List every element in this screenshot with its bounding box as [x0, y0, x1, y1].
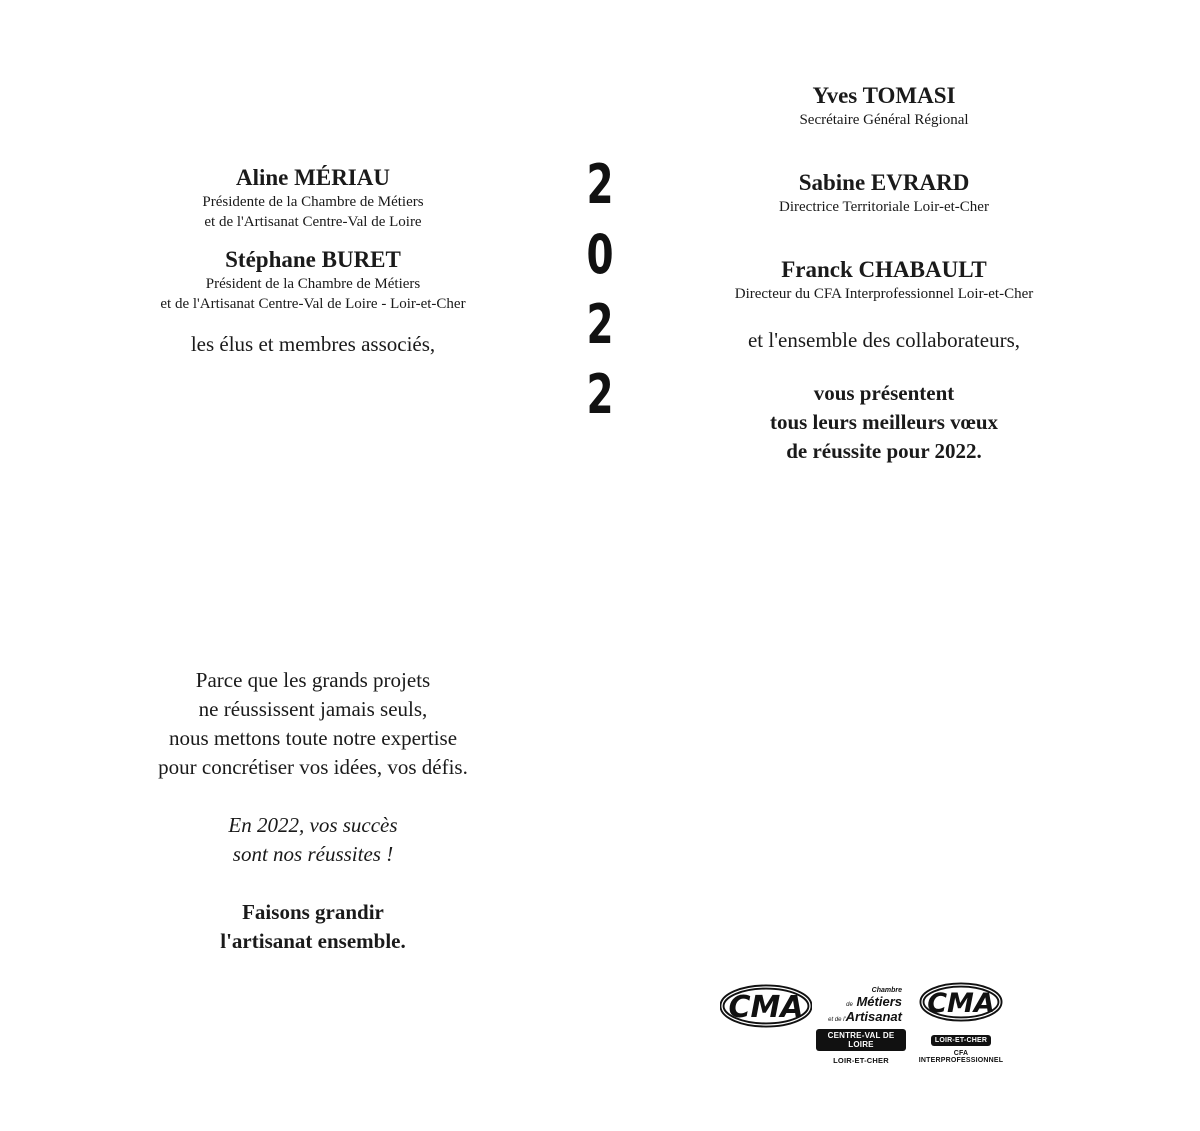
- left-signatories: [100, 164, 526, 359]
- role-line: et de l'Artisanat Centre-Val de Loire: [204, 214, 422, 230]
- signatory: [672, 169, 1096, 217]
- cma-logo-mark: [720, 982, 812, 1030]
- cma-regional-wordmark: [816, 985, 906, 1065]
- et-de-label: et de l': [828, 1017, 846, 1023]
- wishes-line: de réussite pour 2022.: [786, 439, 982, 463]
- signatory-role: [100, 274, 526, 314]
- message-line: pour concrétiser vos idées, vos défis.: [158, 755, 468, 779]
- role-line: et de l'Artisanat Centre-Val de Loire - Loir-et-Cher: [160, 296, 466, 312]
- cfa-logo-mark: [919, 980, 1003, 1024]
- elected-members-line: les élus et membres associés,: [190, 332, 436, 356]
- cfa-logo-text: CMA: [927, 988, 995, 1019]
- cfa-department-badge: LOIR-ET-CHER: [931, 1035, 991, 1046]
- role-line: Présidente de la Chambre de Métiers: [202, 194, 424, 210]
- signatory-role: Directeur du CFA Interprofessionnel Loir-et-Cher: [734, 286, 1034, 302]
- slogan: [100, 811, 526, 869]
- message-block: [100, 666, 526, 956]
- signatory: [672, 82, 1096, 130]
- call-to-action: [100, 898, 526, 956]
- wishes-line: vous présentent: [813, 381, 955, 405]
- signatory-name: Sabine EVRARD: [798, 170, 970, 195]
- collaborators-line: et l'ensemble des collaborateurs,: [747, 328, 1020, 352]
- slogan-line: sont nos réussites !: [232, 842, 394, 866]
- message-line: Parce que les grands projets: [195, 668, 431, 692]
- signatory-role: Secrétaire Général Régional: [799, 112, 969, 128]
- year-digit: 0: [586, 223, 614, 286]
- metiers-label: Métiers: [856, 994, 902, 1009]
- year-vertical: [578, 150, 622, 430]
- signatory-name: Franck CHABAULT: [781, 257, 987, 282]
- cta-line: Faisons grandir: [242, 900, 384, 924]
- signatory-name: Aline MÉRIAU: [236, 165, 390, 190]
- cfa-logo: [914, 980, 1008, 1064]
- cta-line: l'artisanat ensemble.: [220, 929, 406, 953]
- wishes-line: tous leurs meilleurs vœux: [769, 410, 999, 434]
- cma-logo-text: CMA: [728, 990, 804, 1025]
- cfa-label: CFA INTERPROFESSIONNEL: [918, 1050, 1004, 1064]
- chambre-label: Chambre: [871, 987, 902, 994]
- message-line: ne réussissent jamais seuls,: [198, 697, 428, 721]
- role-line: Président de la Chambre de Métiers: [205, 276, 421, 292]
- message-line: nous mettons toute notre expertise: [168, 726, 458, 750]
- department-label: LOIR-ET-CHER: [833, 1056, 889, 1065]
- signatory-name: Stéphane BURET: [225, 247, 401, 272]
- year-digit: 2: [586, 363, 614, 426]
- slogan-line: En 2022, vos succès: [228, 813, 398, 837]
- region-badge: CENTRE-VAL DE LOIRE: [816, 1029, 906, 1051]
- wishes-block: [672, 379, 1096, 466]
- year-digit: 2: [586, 293, 614, 356]
- signatory-name: Yves TOMASI: [812, 83, 956, 108]
- artisanat-label: Artisanat: [845, 1009, 902, 1024]
- signatory-role: [100, 192, 526, 232]
- year-digit: 2: [586, 153, 614, 216]
- signatory-role: Directrice Territoriale Loir-et-Cher: [779, 199, 989, 215]
- signatory: [100, 246, 526, 314]
- signatory: [672, 256, 1096, 304]
- right-signatories: [672, 82, 1096, 466]
- de-label: de: [846, 1002, 853, 1008]
- signatory: [100, 164, 526, 232]
- cma-logo: [720, 982, 812, 1030]
- message-paragraph: [100, 666, 526, 782]
